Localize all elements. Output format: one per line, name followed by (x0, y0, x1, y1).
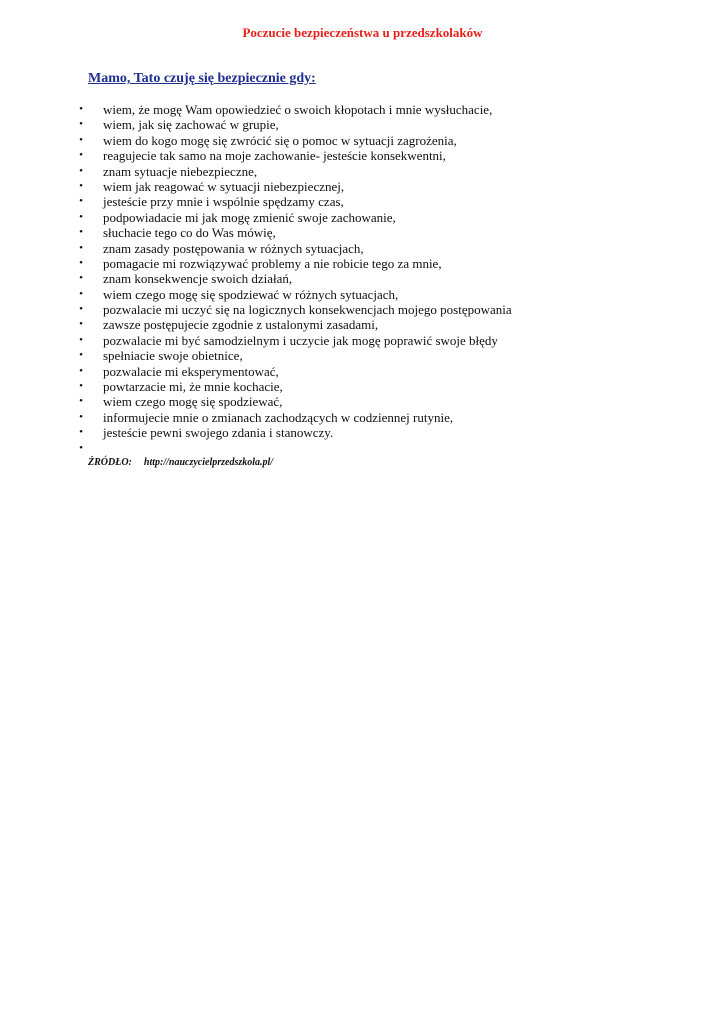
list-item-text: reagujecie tak samo na moje zachowanie- jesteście konsekwentni, (103, 148, 446, 164)
bullet-icon: • (79, 318, 83, 331)
bullet-icon: • (79, 395, 83, 408)
source-label: ŹRÓDŁO: (88, 457, 132, 468)
list-item-text: zawsze postępujecie zgodnie z ustalonymi zasadami, (103, 317, 379, 333)
list-item-text: wiem do kogo mogę się zwrócić się o pomoc w sytuacji zagrożenia, (103, 132, 457, 148)
list-item-text: jesteście przy mnie i wspólnie spędzamy czas, (103, 194, 344, 210)
list-item-text: informujecie mnie o zmianach zachodzących w codziennej rutynie, (103, 409, 454, 425)
bullet-icon: • (79, 410, 83, 423)
bullet-icon: • (79, 195, 83, 208)
list-item-text: podpowiadacie mi jak mogę zmienić swoje zachowanie, (103, 209, 396, 225)
list-item-text: jesteście pewni swojego zdania i stanowczy. (103, 425, 334, 441)
list-item-text: znam konsekwencje swoich działań, (103, 271, 293, 287)
bullet-icon: • (79, 103, 83, 115)
list-item-text: słuchacie tego co do Was mówię, (103, 225, 276, 241)
bullet-icon: • (79, 303, 83, 316)
bullet-icon: • (79, 364, 83, 377)
page-title: Poczucie bezpieczeństwa u przedszkolaków (242, 25, 483, 40)
bullet-icon: • (79, 226, 83, 239)
bullet-icon: • (79, 426, 83, 439)
list-item-text: spełniacie swoje obietnice, (103, 348, 243, 364)
list-item-text: wiem, jak się zachować w grupie, (103, 117, 279, 133)
section-heading: Mamo, Tato czuję się bezpiecznie gdy: (88, 71, 316, 86)
bullet-icon: • (79, 241, 83, 254)
bullet-icon: • (79, 210, 83, 223)
list-item-text: pozwalacie mi być samodzielnym i uczycie jak mogę poprawić swoje błędy (103, 332, 498, 348)
bullet-icon: • (79, 380, 83, 393)
source-line (88, 457, 273, 468)
bullet-icon: • (79, 349, 83, 362)
bullet-icon: • (79, 118, 83, 131)
source-url: http://nauczycielprzedszkola.pl/ (143, 457, 274, 468)
list-item-text: znam sytuacje niebezpieczne, (103, 163, 258, 179)
list-item-text: powtarzacie mi, że mnie kochacie, (103, 379, 283, 395)
bullet-icon: • (79, 272, 83, 285)
list-item-text: pozwalacie mi uczyć się na logicznych konsekwencjach mojego postępowania (103, 302, 512, 318)
list-item-text: pozwalacie mi eksperymentować, (103, 363, 279, 379)
bullet-icon: • (79, 179, 83, 192)
list-item-text: znam zasady postępowania w różnych sytuacjach, (103, 240, 364, 256)
list-item-text: wiem, że mogę Wam opowiedzieć o swoich kłopotach i mnie wysłuchacie, (103, 102, 493, 117)
bullet-icon: • (79, 287, 83, 300)
bullet-icon: • (79, 333, 83, 346)
bullet-icon: • (79, 256, 83, 269)
list-item-text: pomagacie mi rozwiązywać problemy a nie robicie tego za mnie, (103, 255, 442, 271)
list-item-text: wiem jak reagować w sytuacji niebezpiecznej, (103, 178, 345, 194)
list-item-text: wiem czego mogę się spodziewać w różnych sytuacjach, (103, 286, 399, 302)
bullet-icon: • (79, 149, 83, 162)
bullet-icon: • (79, 133, 83, 146)
bullet-icon: • (79, 164, 83, 177)
bullet-icon: • (79, 441, 83, 454)
list-item-text: wiem czego mogę się spodziewać, (103, 394, 283, 410)
